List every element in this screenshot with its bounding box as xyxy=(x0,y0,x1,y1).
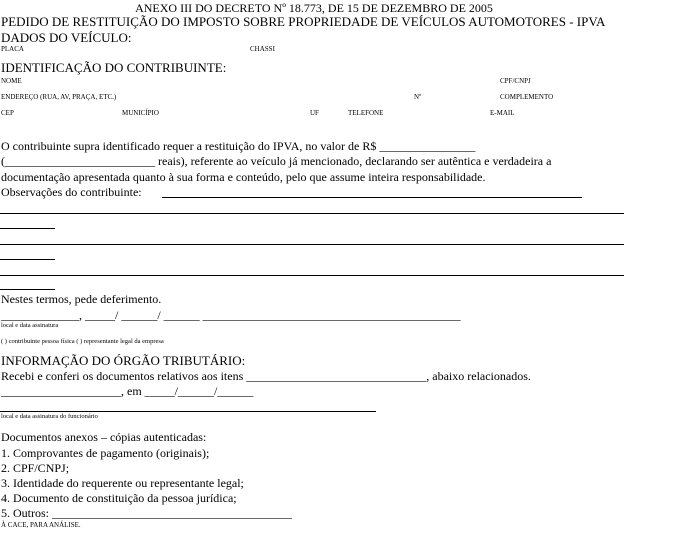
request-line-2: (_________________________ reais), referente ao veículo já mencionado, declarando ser autêntica e verdadeira a xyxy=(1,154,552,168)
document-item: 4. Documento de constituição da pessoa jurídica; xyxy=(1,491,237,505)
phone-label: TELEFONE xyxy=(348,109,384,117)
documents-heading: Documentos anexos – cópias autenticadas: xyxy=(1,430,207,444)
cace-footer: À CACE, PARA ANÁLISE. xyxy=(1,521,81,529)
representative-option[interactable]: ( ) contribuinte pessoa física ( ) representante legal da empresa xyxy=(1,338,164,345)
deferment-text: Nestes termos, pede deferimento. xyxy=(1,292,162,306)
plate-label: PLACA xyxy=(1,45,24,53)
address-label: ENDEREÇO (RUA, AV, PRAÇA, ETC.) xyxy=(1,93,117,101)
uf-label: UF xyxy=(310,109,319,117)
document-item: 2. CPF/CNPJ; xyxy=(1,461,70,475)
office-date-line[interactable]: ____________________, em _____/______/______ xyxy=(1,384,254,398)
observations-label: Observações do contribuinte: xyxy=(1,185,142,199)
observation-line[interactable] xyxy=(0,275,624,276)
observation-line[interactable] xyxy=(0,289,55,290)
complement-label: COMPLEMENTO xyxy=(500,93,554,101)
official-sign-caption: local e data assinatura do funcionário xyxy=(1,413,98,420)
observation-line[interactable] xyxy=(162,197,582,198)
vehicle-heading: DADOS DO VEÍCULO: xyxy=(1,30,132,45)
observation-line[interactable] xyxy=(0,228,55,229)
date-signature-line[interactable]: _____________, _____/ ______/ ______ ___________________________________________ xyxy=(1,308,461,322)
name-label: NOME xyxy=(1,77,22,85)
received-text: Recebi e conferi os documentos relativos aos itens ______________________________, abaixo relacionados. xyxy=(1,369,531,383)
observation-line[interactable] xyxy=(0,244,624,245)
chassis-label: CHASSI xyxy=(250,45,275,53)
observation-line[interactable] xyxy=(0,213,624,214)
email-label: E-MAIL xyxy=(490,109,515,117)
number-label: Nº xyxy=(414,93,422,101)
document-item: 3. Identidade do requerente ou representante legal; xyxy=(1,476,244,490)
document-item: 5. Outros: ________________________________________ xyxy=(1,506,292,520)
annex-title: ANEXO III DO DECRETO Nº 18.773, DE 15 DE DEZEMBRO DE 2005 xyxy=(135,1,493,15)
document-item: 1. Comprovantes de pagamento (originais); xyxy=(1,446,210,460)
tax-office-heading: INFORMAÇÃO DO ÓRGÃO TRIBUTÁRIO: xyxy=(1,353,246,368)
cpf-label: CPF/CNPJ xyxy=(500,77,531,85)
request-line-3: documentação apresentada quanto à sua forma e conteúdo, pelo que assume inteira responsabilidade. xyxy=(1,170,486,184)
city-label: MUNICÍPIO xyxy=(122,109,159,117)
sign-caption: local e data assinatura xyxy=(1,322,59,329)
form-title: PEDIDO DE RESTITUIÇÃO DO IMPOSTO SOBRE PROPRIEDADE DE VEÍCULOS AUTOMOTORES - IPVA xyxy=(1,14,606,29)
request-line-1: O contribuinte supra identificado requer a restituição do IPVA, no valor de R$ ________________ xyxy=(1,139,476,153)
taxpayer-heading: IDENTIFICAÇÃO DO CONTRIBUINTE: xyxy=(1,60,227,75)
observation-line[interactable] xyxy=(0,259,55,260)
cep-label: CEP xyxy=(1,109,14,117)
official-signature-line[interactable] xyxy=(0,411,376,412)
